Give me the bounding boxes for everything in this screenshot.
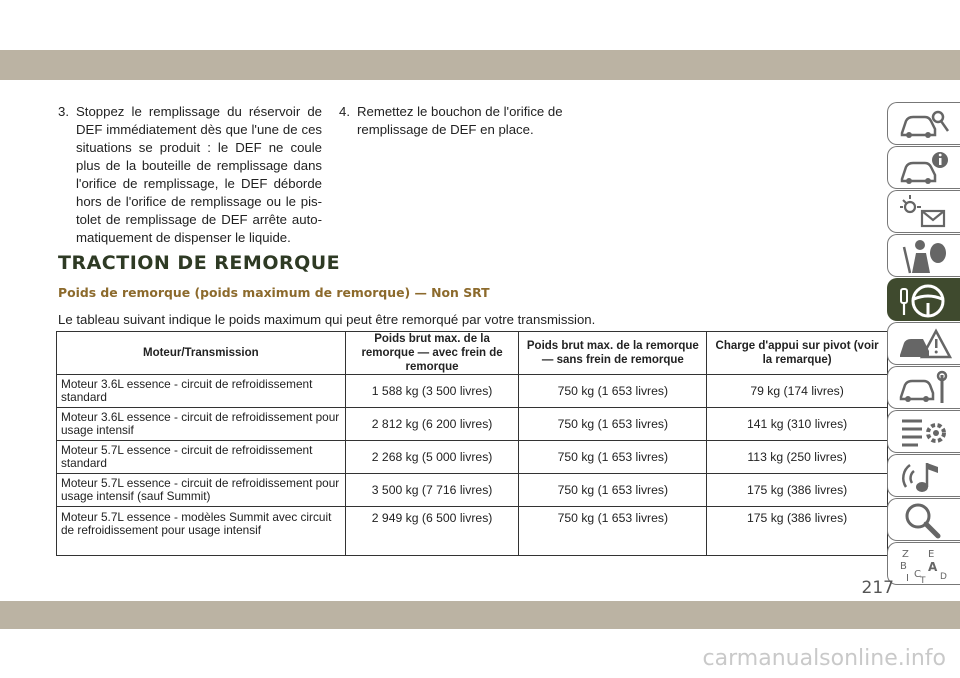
svg-text:A: A xyxy=(928,560,938,574)
table-cell-engine: Moteur 3.6L essence - circuit de refroidissement pour usage intensif xyxy=(57,408,346,441)
chapter-tab-4[interactable] xyxy=(887,234,960,277)
svg-text:D: D xyxy=(940,572,947,582)
step-number: 4. xyxy=(339,104,350,119)
watermark: carmanualsonline.info xyxy=(702,646,946,671)
table-cell: 750 kg (1 653 livres) xyxy=(519,441,707,474)
top-decor-band xyxy=(0,50,960,80)
chapter-tab-11[interactable] xyxy=(887,542,960,585)
table-row xyxy=(57,507,888,556)
towing-weight-table xyxy=(56,331,888,556)
car-wrench-icon xyxy=(898,369,952,407)
table-cell: 2 812 kg (6 200 livres) xyxy=(345,408,519,441)
table-row xyxy=(57,474,888,507)
multimedia-music-icon xyxy=(898,457,952,495)
svg-text:B: B xyxy=(900,561,907,572)
table-cell: 175 kg (386 livres) xyxy=(707,507,888,556)
step-text: Stoppez le remplissage du réservoir de DEF immédiatement dès que l'une de ces situations se produit : le DEF ne coule plus de la bouteille de remplissage dans l'orifice de remplissage, le DEF déborde hors de l'orifice de remplissage ou le pis-tolet de remplissage de DEF arrête auto-matiquement de dispenser le liquide. xyxy=(76,104,322,245)
table-cell: 141 kg (310 livres) xyxy=(707,408,888,441)
specifications-gear-icon xyxy=(898,413,952,451)
warning-light-message-icon xyxy=(898,193,952,231)
chapter-tab-3[interactable] xyxy=(887,190,960,233)
table-row xyxy=(57,408,888,441)
step-4 xyxy=(339,103,607,139)
svg-text:Z: Z xyxy=(902,549,909,560)
chapter-tab-2[interactable] xyxy=(887,146,960,189)
svg-text:C: C xyxy=(914,569,921,580)
table-cell: 175 kg (386 livres) xyxy=(707,474,888,507)
subsection-title: Poids de remorque (poids maximum de remorque) — Non SRT xyxy=(58,285,490,300)
table-cell: 750 kg (1 653 livres) xyxy=(519,474,707,507)
chapter-tab-5-active[interactable] xyxy=(887,278,960,321)
table-cell: 2 268 kg (5 000 livres) xyxy=(345,441,519,474)
table-cell: 113 kg (250 livres) xyxy=(707,441,888,474)
chapter-tab-7[interactable] xyxy=(887,366,960,409)
table-cell: 750 kg (1 653 livres) xyxy=(519,408,707,441)
table-cell: 2 949 kg (6 500 livres) xyxy=(345,507,519,556)
table-cell: 750 kg (1 653 livres) xyxy=(519,507,707,556)
section-title: TRACTION DE REMORQUE xyxy=(58,252,341,274)
table-cell-engine: Moteur 5.7L essence - modèles Summit avec circuit de refroidissement pour usage intensif xyxy=(57,507,346,556)
chapter-tab-9[interactable] xyxy=(887,454,960,497)
bottom-decor-band xyxy=(0,601,960,629)
car-info-icon xyxy=(898,149,952,187)
table-cell-engine: Moteur 3.6L essence - circuit de refroidissement standard xyxy=(57,375,346,408)
step-3 xyxy=(58,103,322,247)
car-key-icon xyxy=(898,105,952,143)
table-cell: 79 kg (174 livres) xyxy=(707,375,888,408)
table-row xyxy=(57,375,888,408)
index-search-icon xyxy=(898,501,952,539)
language-letters-icon xyxy=(898,545,952,583)
svg-text:I: I xyxy=(906,573,909,583)
table-header-cell: Charge d'appui sur pivot (voir la remarque) xyxy=(707,332,888,375)
step-number: 3. xyxy=(58,104,69,119)
table-header-cell: Moteur/Transmission xyxy=(57,332,346,375)
step-text: Remettez le bouchon de l'orifice de remplissage de DEF en place. xyxy=(357,104,563,137)
chapter-tab-1[interactable] xyxy=(887,102,960,145)
table-cell-engine: Moteur 5.7L essence - circuit de refroidissement standard xyxy=(57,441,346,474)
chapter-tab-6[interactable] xyxy=(887,322,960,365)
table-cell: 1 588 kg (3 500 livres) xyxy=(345,375,519,408)
chapter-tab-10[interactable] xyxy=(887,498,960,541)
airbag-passenger-icon xyxy=(898,237,952,275)
steering-wheel-key-icon xyxy=(898,281,952,319)
intro-text: Le tableau suivant indique le poids maximum qui peut être remorqué par votre transmission. xyxy=(58,312,596,327)
table-cell-engine: Moteur 5.7L essence - circuit de refroidissement pour usage intensif (sauf Summit) xyxy=(57,474,346,507)
table-cell: 3 500 kg (7 716 livres) xyxy=(345,474,519,507)
page-number: 217 xyxy=(861,578,894,598)
svg-text:T: T xyxy=(920,576,926,583)
svg-text:E: E xyxy=(928,549,935,560)
table-header-cell: Poids brut max. de la remorque — sans frein de remorque xyxy=(519,332,707,375)
table-header-cell: Poids brut max. de la remorque — avec frein de remorque xyxy=(345,332,519,375)
chapter-tab-8[interactable] xyxy=(887,410,960,453)
car-hazard-icon xyxy=(898,325,952,363)
table-row xyxy=(57,441,888,474)
table-header-row xyxy=(57,332,888,375)
table-cell: 750 kg (1 653 livres) xyxy=(519,375,707,408)
